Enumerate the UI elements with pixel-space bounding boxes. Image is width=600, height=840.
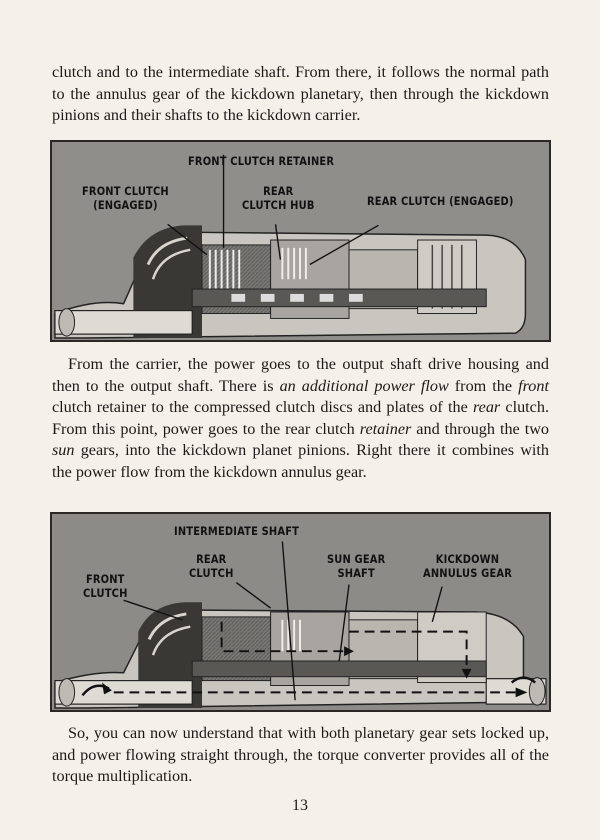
label-kickdown-annulus-gear <box>423 552 512 580</box>
transmission-cutaway-illustration-1 <box>52 142 549 340</box>
label-front-clutch-line2: (ENGAGED) <box>93 198 158 212</box>
label-sun-gear-shaft <box>327 552 385 580</box>
figure-power-flow-direct-drive <box>50 512 551 712</box>
label-front-clutch-line1: FRONT CLUTCH <box>82 184 169 198</box>
label-front-clutch-line1: FRONT <box>85 572 125 586</box>
label-front-clutch-retainer: FRONT CLUTCH RETAINER <box>188 154 335 168</box>
label-sun-gear-line1: SUN GEAR <box>327 552 386 566</box>
figure-front-rear-clutch-engaged <box>50 140 551 342</box>
transmission-cutaway-illustration-2 <box>52 514 549 710</box>
paragraph-2: From the carrier, the power goes to the output shaft drive housing and then to the output shaft. There is an additional power flow from the front clutch retainer to the compressed clutch discs and plates of the rear clutch. From this point, power goes to the rear clutch retainer and through the two sun gears, into the kickdown planet pinions. Right there it combines with the power flow from the kickdown annulus gear. <box>52 355 550 481</box>
label-intermediate-shaft: INTERMEDIATE SHAFT <box>174 524 300 538</box>
label-rear-clutch <box>189 552 234 580</box>
label-kickdown-line2: ANNULUS GEAR <box>423 566 512 580</box>
paragraph-1: clutch and to the intermediate shaft. From there, it follows the normal path to the annulus gear of the kickdown planetary, then through the kickdown pinions and their shafts to the kickdown carrier. <box>52 63 549 124</box>
label-rear-clutch-hub-line2: CLUTCH HUB <box>242 198 315 212</box>
label-sun-gear-line2: SHAFT <box>337 566 375 580</box>
label-rear-clutch-hub-line1: REAR <box>263 184 294 198</box>
label-front-clutch-engaged <box>82 184 169 212</box>
paragraph-3: So, you can now understand that with both planetary gear sets locked up, and power flowing straight through, the torque converter provides all of the torque multiplication. <box>52 724 549 785</box>
label-rear-clutch-line2: CLUTCH <box>189 566 234 580</box>
label-rear-clutch-line1: REAR <box>196 552 227 566</box>
label-rear-clutch-engaged: REAR CLUTCH (ENGAGED) <box>367 194 514 208</box>
label-front-clutch-line2: CLUTCH <box>83 586 128 600</box>
label-kickdown-line1: KICKDOWN <box>435 552 500 566</box>
page-number: 13 <box>292 797 308 814</box>
label-front-clutch <box>83 572 128 600</box>
label-rear-clutch-hub <box>242 184 315 212</box>
